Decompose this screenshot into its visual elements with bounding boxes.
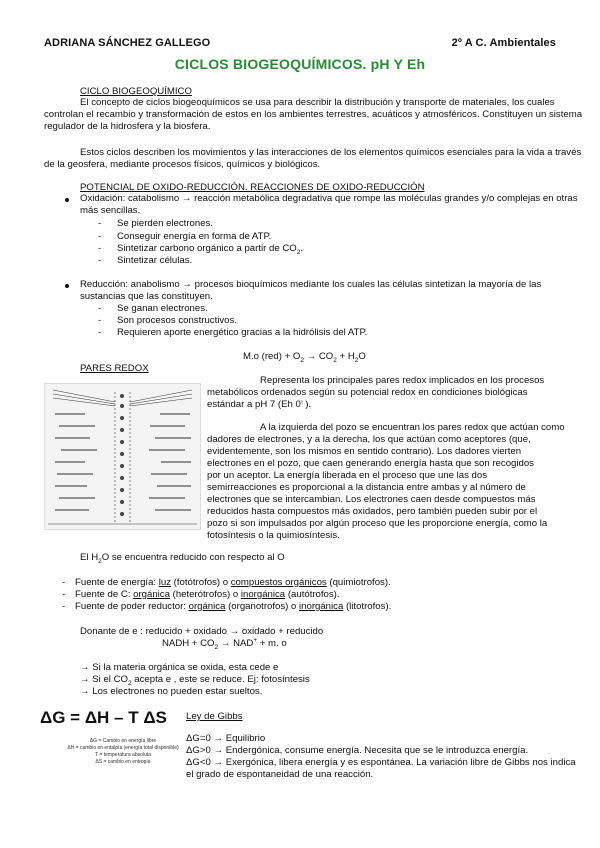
section-heading-ciclo: CICLO BIOGEOQUÍMICO: [80, 86, 192, 97]
pozo-line: pozo si son impulsados por algún proceso que les proporcione energía, como la: [207, 518, 548, 529]
gibbs-line: ΔG=0 → Equilibrio: [186, 733, 266, 744]
course-name: 2º A C. Ambientales: [451, 37, 556, 49]
text-line: de la geosfera, mediante procesos físicos, químicos y biológicos.: [44, 159, 321, 170]
page-title: CICLOS BIOGEOQUÍMICOS. pH Y Eh: [174, 56, 426, 72]
bullet-icon: [65, 198, 69, 202]
pares-line: Representa los principales pares redox implicados en los procesos: [260, 375, 545, 386]
gibbs-line: ΔG>0 → Endergónica, consume energía. Necesita que se le introduzca energía.: [186, 745, 529, 756]
pares-line: estándar a pH 7 (Eh 0’ ).: [207, 399, 312, 410]
section-heading-potencial: POTENCIAL DE OXIDO-REDUCCIÓN. REACCIONES DE OXIDO-REDUCCIÓN: [80, 182, 425, 193]
gibbs-legend-line: ΔS = cambio en entropía: [95, 759, 151, 765]
pozo-line: dadores de electrones, y a la derecha, los que actúan como aceptores (que,: [207, 434, 531, 445]
pozo-line: semirreacciones es proporcional a la distancia entre ambas y al número de: [207, 482, 526, 493]
gibbs-line: ΔG<0 → Exergónica, libera energía y es espontánea. La variación libre de Gibbs nos indica: [186, 757, 576, 768]
reduccion-line: Reducción: anabolismo → procesos bioquímicos mediante los cuales las células sintetizan la mayoría de las: [80, 279, 542, 290]
gibbs-legend-line: ΔG = Cambio en energía libre: [89, 738, 157, 744]
redox-equation: M.o $(red) + O_2 \to CO_2 + H_2O$: [243, 351, 366, 364]
pozo-line: evidentemente, son los mismos en sentido contrario). Los dadores vierten: [207, 446, 522, 457]
text-line: Estos ciclos describen los movimientos y las interacciones de los elementos químicos esenciales para la vida a través: [80, 147, 582, 158]
donante-line: Donante de e : reducido + oxidado → oxidado + reducido: [80, 626, 324, 637]
arrow-note: → Si la materia orgánica se oxida, esta cede e: [80, 662, 279, 673]
pozo-line: electrones que se intercambian. Los electrones caen desde compuestos más: [207, 494, 536, 505]
nadh-equation: NADH + $CO_2 \to NAD^+ + m$. o: [162, 636, 287, 651]
pozo-line: reducidos hasta compuestos más oxidados, pero también pueden subir por el: [207, 506, 538, 517]
gibbs-legend-line: ΔH = cambio en entalpía (energía total disponible): [67, 745, 179, 751]
reduccion-line: sustancias que las constituyen.: [80, 291, 213, 302]
pozo-line: electrones en el pozo, que caen generando energía hasta que son recogidos: [207, 458, 534, 469]
pozo-line: fotosíntesis o la quimiosíntesis.: [207, 530, 340, 541]
text-line: El concepto de ciclos biogeoquímicos se usa para describir la distribución y transporte de materiales, los cuales: [80, 97, 555, 108]
arrow-note: → Si el $CO_2$ acepta e , este se reduce. Ej: fotosíntesis: [80, 674, 310, 687]
arrow-note: → Los electrones no pueden estar sueltos.: [80, 686, 263, 697]
gibbs-heading: Ley de Gibbs: [186, 711, 243, 722]
gibbs-formula: ΔG = ΔH – T ΔS: [40, 708, 167, 727]
bullet-icon: [65, 284, 69, 288]
water-note: El $H_2O$ se encuentra reducido con respecto al O: [80, 552, 285, 565]
redox-tower-figure: [44, 383, 201, 530]
author-name: ADRIANA SÁNCHEZ GALLEGO: [44, 37, 211, 49]
section-heading-pares-redox: PARES REDOX: [80, 363, 149, 374]
gibbs-legend-line: T = temperatura absoluta: [95, 752, 151, 758]
text-line: controlan el recambio y transformación de estos en los ambientes terrestres, acuáticos y atmosféricos. Constituyen un sistema: [44, 109, 583, 120]
oxidacion-line: más sencillas.: [80, 205, 141, 216]
pozo-line: por un aceptor. La energía liberada en el proceso que une las dos: [207, 470, 488, 481]
redox-tower-diagram: [45, 384, 200, 529]
gibbs-line: el grado de espontaneidad de una reacción.: [186, 769, 374, 780]
oxidacion-line: Oxidación: catabolismo → reacción metabólica degradativa que rompe las moléculas grandes y/o complejas en otras: [80, 193, 578, 204]
text-line: regulador de la hidrosfera y la biosfera.: [44, 121, 211, 132]
pares-line: metabólicos ordenados según su potencial redox en condiciones biológicas: [207, 387, 528, 398]
pozo-line: A la izquierda del pozo se encuentran los pares redox que actúan como: [260, 422, 565, 433]
